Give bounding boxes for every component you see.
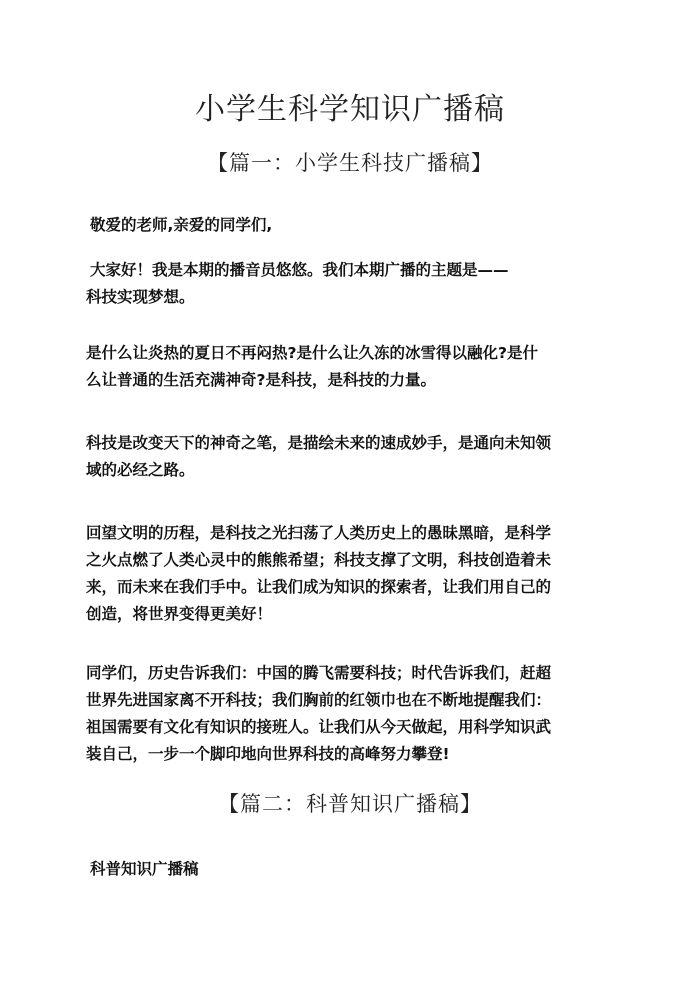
tech-paragraph bbox=[86, 430, 626, 484]
classmates-line-2: 世界先进国家离不开科技；我们胸前的红领巾也在不断地提醒我们： bbox=[86, 691, 552, 709]
question-paragraph bbox=[86, 340, 626, 394]
classmates-paragraph bbox=[86, 660, 626, 768]
section2-first-line: 科普知识广播稿 bbox=[90, 860, 199, 878]
history-line-2: 之火点燃了人类心灵中的熊熊希望；科技支撑了文明，科技创造着未 bbox=[86, 551, 552, 569]
classmates-line-4: 装自己，一步一个脚印地向世界科技的高峰努力攀登! bbox=[86, 745, 450, 763]
history-line-1: 回望文明的历程，是科技之光扫荡了人类历史上的愚昧黑暗，是科学 bbox=[86, 524, 552, 542]
classmates-line-1: 同学们，历史告诉我们：中国的腾飞需要科技；时代告诉我们，赶超 bbox=[86, 664, 552, 682]
history-paragraph bbox=[86, 520, 626, 628]
history-line-4: 创造，将世界变得更美好！ bbox=[86, 605, 273, 623]
intro-paragraph bbox=[86, 257, 626, 311]
document-title: 小学生科学知识广播稿 bbox=[195, 92, 505, 127]
tech-line-1: 科技是改变天下的神奇之笔，是描绘未来的速成妙手，是通向未知领 bbox=[86, 434, 552, 452]
greeting-line: 敬爱的老师,亲爱的同学们, bbox=[90, 216, 273, 234]
intro-line-1: 大家好！我是本期的播音员悠悠。我们本期广播的主题是—— bbox=[90, 261, 509, 279]
section2-paragraph bbox=[90, 856, 630, 883]
question-line-1: 是什么让炎热的夏日不再闷热?是什么让久冻的冰雪得以融化?是什 bbox=[86, 344, 538, 362]
section-heading-1: 【篇一：小学生科技广播稿】 bbox=[207, 151, 493, 175]
greeting-paragraph bbox=[90, 212, 630, 239]
section-heading-2: 【篇二：科普知识广播稿】 bbox=[218, 792, 482, 816]
history-line-3: 来，而未来在我们手中。让我们成为知识的探索者，让我们用自己的 bbox=[86, 578, 552, 596]
intro-line-2: 科技实现梦想。 bbox=[86, 288, 195, 306]
tech-line-2: 域的必经之路。 bbox=[86, 461, 195, 479]
classmates-line-3: 祖国需要有文化有知识的接班人。让我们从今天做起，用科学知识武 bbox=[86, 718, 552, 736]
question-line-2: 么让普通的生活充满神奇?是科技，是科技的力量。 bbox=[86, 371, 436, 389]
